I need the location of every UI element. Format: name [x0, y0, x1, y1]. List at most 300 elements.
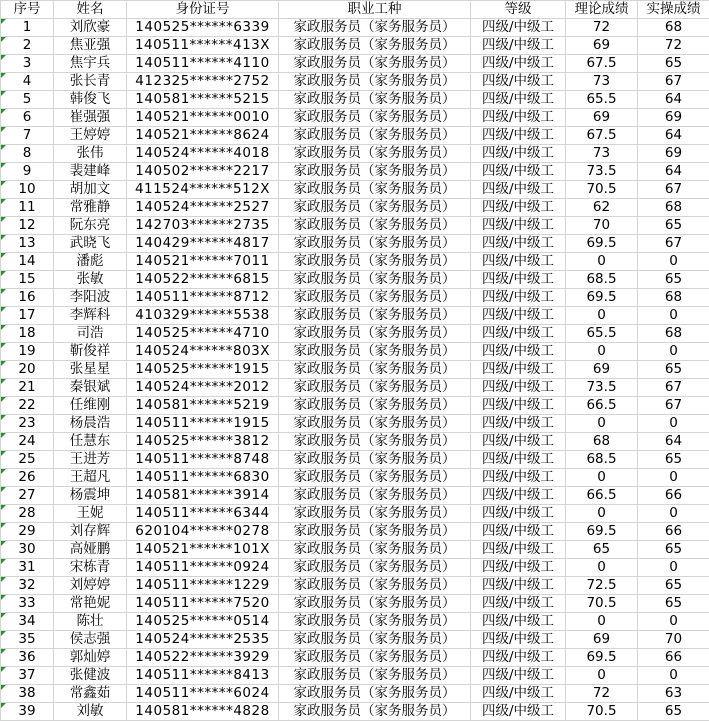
cell[interactable]: 家政服务员（家务服务员） [279, 55, 471, 73]
cell[interactable]: 四级/中级工 [471, 667, 566, 685]
cell[interactable]: 家政服务员（家务服务员） [279, 217, 471, 235]
cell[interactable]: 四级/中级工 [471, 631, 566, 649]
cell[interactable]: 140521******0010 [127, 109, 279, 127]
cell[interactable]: 8 [1, 145, 54, 163]
cell[interactable]: 四级/中级工 [471, 361, 566, 379]
cell[interactable]: 4 [1, 73, 54, 91]
cell[interactable]: 0 [566, 415, 638, 433]
cell[interactable]: 36 [1, 649, 54, 667]
cell[interactable]: 140511******0924 [127, 559, 279, 577]
table-body [1, 19, 709, 721]
cell[interactable]: 69.5 [566, 649, 638, 667]
cell[interactable]: 家政服务员（家务服务员） [279, 37, 471, 55]
cell[interactable]: 26 [1, 469, 54, 487]
cell[interactable]: 69 [638, 109, 709, 127]
cell[interactable]: 焦宇兵 [54, 55, 127, 73]
cell[interactable]: 任维刚 [54, 397, 127, 415]
cell[interactable]: 66 [638, 523, 709, 541]
cell[interactable]: 0 [638, 667, 709, 685]
cell[interactable]: 0 [638, 559, 709, 577]
cell[interactable]: 70.5 [566, 703, 638, 721]
cell[interactable]: 家政服务员（家务服务员） [279, 145, 471, 163]
cell[interactable]: 620104******0278 [127, 523, 279, 541]
cell[interactable]: 140525******3812 [127, 433, 279, 451]
cell[interactable]: 140511******7520 [127, 595, 279, 613]
cell[interactable]: 家政服务员（家务服务员） [279, 649, 471, 667]
cell[interactable]: 家政服务员（家务服务员） [279, 253, 471, 271]
cell[interactable]: 64 [638, 433, 709, 451]
column-header-1[interactable]: 姓名 [54, 1, 127, 19]
cell[interactable]: 65 [638, 361, 709, 379]
cell[interactable]: 四级/中级工 [471, 199, 566, 217]
cell[interactable]: 68 [638, 289, 709, 307]
cell[interactable]: 140521******8624 [127, 127, 279, 145]
cell[interactable]: 140522******3929 [127, 649, 279, 667]
table-row [1, 271, 709, 289]
cell[interactable]: 家政服务员（家务服务员） [279, 685, 471, 703]
cell[interactable]: 四级/中级工 [471, 469, 566, 487]
cell[interactable]: 家政服务员（家务服务员） [279, 91, 471, 109]
cell[interactable]: 常雅静 [54, 199, 127, 217]
cell[interactable]: 67 [638, 235, 709, 253]
cell[interactable]: 0 [638, 505, 709, 523]
cell[interactable]: 家政服务员（家务服务员） [279, 595, 471, 613]
cell[interactable]: 家政服务员（家务服务员） [279, 613, 471, 631]
cell[interactable]: 家政服务员（家务服务员） [279, 343, 471, 361]
error-indicator-icon [1, 379, 6, 384]
cell[interactable]: 140581******3914 [127, 487, 279, 505]
cell[interactable]: 24 [1, 433, 54, 451]
cell[interactable]: 韩俊飞 [54, 91, 127, 109]
cell[interactable]: 140525******1915 [127, 361, 279, 379]
cell[interactable]: 胡加文 [54, 181, 127, 199]
cell[interactable]: 张长青 [54, 73, 127, 91]
error-indicator-icon [1, 487, 6, 492]
cell[interactable]: 140524******2535 [127, 631, 279, 649]
cell[interactable]: 家政服务员（家务服务员） [279, 505, 471, 523]
cell[interactable]: 20 [1, 361, 54, 379]
cell[interactable]: 家政服务员（家务服务员） [279, 397, 471, 415]
cell[interactable]: 66 [638, 487, 709, 505]
cell[interactable]: 王婷婷 [54, 127, 127, 145]
cell[interactable]: 70.5 [566, 181, 638, 199]
column-header-2[interactable]: 身份证号 [127, 1, 279, 19]
cell[interactable]: 0 [566, 253, 638, 271]
cell[interactable]: 140502******2217 [127, 163, 279, 181]
cell[interactable]: 秦银斌 [54, 379, 127, 397]
cell[interactable]: 四级/中级工 [471, 217, 566, 235]
cell[interactable]: 四级/中级工 [471, 613, 566, 631]
error-indicator-icon [1, 649, 6, 654]
cell[interactable]: 64 [638, 127, 709, 145]
cell[interactable]: 家政服务员（家务服务员） [279, 163, 471, 181]
cell[interactable]: 6 [1, 109, 54, 127]
cell[interactable]: 65 [638, 271, 709, 289]
cell[interactable]: 刘婷婷 [54, 577, 127, 595]
cell[interactable]: 四级/中级工 [471, 397, 566, 415]
cell[interactable]: 焦亚强 [54, 37, 127, 55]
cell[interactable]: 68 [638, 325, 709, 343]
cell[interactable]: 四级/中级工 [471, 703, 566, 721]
cell[interactable]: 家政服务员（家务服务员） [279, 109, 471, 127]
cell[interactable]: 0 [638, 613, 709, 631]
cell[interactable]: 22 [1, 397, 54, 415]
table-row [1, 649, 709, 667]
cell[interactable]: 29 [1, 523, 54, 541]
cell[interactable]: 140511******6344 [127, 505, 279, 523]
column-header-0[interactable]: 序号 [1, 1, 54, 19]
cell[interactable]: 四级/中级工 [471, 109, 566, 127]
cell[interactable]: 四级/中级工 [471, 559, 566, 577]
cell[interactable]: 69.5 [566, 523, 638, 541]
cell[interactable]: 四级/中级工 [471, 595, 566, 613]
cell[interactable]: 0 [566, 559, 638, 577]
cell[interactable]: 四级/中级工 [471, 433, 566, 451]
cell[interactable]: 四级/中级工 [471, 91, 566, 109]
cell[interactable]: 67 [638, 379, 709, 397]
cell[interactable]: 140511******4110 [127, 55, 279, 73]
cell[interactable]: 家政服务员（家务服务员） [279, 181, 471, 199]
cell[interactable]: 四级/中级工 [471, 163, 566, 181]
cell[interactable]: 0 [638, 469, 709, 487]
column-header-6[interactable]: 实操成绩 [638, 1, 709, 19]
error-indicator-icon [1, 415, 6, 420]
cell[interactable]: 142703******2735 [127, 217, 279, 235]
cell[interactable]: 四级/中级工 [471, 307, 566, 325]
cell[interactable]: 69 [566, 109, 638, 127]
error-indicator-icon [1, 37, 6, 42]
cell[interactable]: 140525******0514 [127, 613, 279, 631]
cell[interactable]: 3 [1, 55, 54, 73]
cell[interactable]: 12 [1, 217, 54, 235]
cell[interactable]: 王妮 [54, 505, 127, 523]
cell[interactable]: 65.5 [566, 91, 638, 109]
cell[interactable]: 32 [1, 577, 54, 595]
cell[interactable]: 27 [1, 487, 54, 505]
cell[interactable]: 64 [638, 163, 709, 181]
cell[interactable]: 四级/中级工 [471, 505, 566, 523]
cell[interactable]: 侯志强 [54, 631, 127, 649]
cell[interactable]: 140581******4828 [127, 703, 279, 721]
cell[interactable]: 0 [566, 343, 638, 361]
cell[interactable]: 9 [1, 163, 54, 181]
cell[interactable]: 37 [1, 667, 54, 685]
cell[interactable]: 72.5 [566, 577, 638, 595]
cell[interactable]: 140525******6339 [127, 19, 279, 37]
cell[interactable]: 69 [566, 361, 638, 379]
cell[interactable]: 0 [638, 415, 709, 433]
table-row [1, 595, 709, 613]
cell[interactable]: 140581******5219 [127, 397, 279, 415]
cell[interactable]: 司浩 [54, 325, 127, 343]
cell[interactable]: 140524******803X [127, 343, 279, 361]
cell[interactable]: 常鑫茹 [54, 685, 127, 703]
cell[interactable]: 家政服务员（家务服务员） [279, 199, 471, 217]
cell[interactable]: 李阳波 [54, 289, 127, 307]
cell[interactable]: 四级/中级工 [471, 253, 566, 271]
cell[interactable]: 69.5 [566, 235, 638, 253]
cell[interactable]: 张健波 [54, 667, 127, 685]
table-row [1, 415, 709, 433]
cell[interactable]: 家政服务员（家务服务员） [279, 451, 471, 469]
cell[interactable]: 四级/中级工 [471, 181, 566, 199]
cell[interactable]: 四级/中级工 [471, 55, 566, 73]
error-indicator-icon [1, 667, 6, 672]
cell[interactable]: 家政服务员（家务服务员） [279, 289, 471, 307]
cell[interactable]: 69.5 [566, 289, 638, 307]
cell[interactable]: 杨震坤 [54, 487, 127, 505]
cell[interactable]: 家政服务员（家务服务员） [279, 703, 471, 721]
cell[interactable]: 28 [1, 505, 54, 523]
cell[interactable]: 四级/中级工 [471, 37, 566, 55]
cell[interactable]: 家政服务员（家务服务员） [279, 541, 471, 559]
cell[interactable]: 65 [638, 217, 709, 235]
cell[interactable]: 家政服务员（家务服务员） [279, 379, 471, 397]
cell[interactable]: 家政服务员（家务服务员） [279, 307, 471, 325]
cell[interactable]: 39 [1, 703, 54, 721]
cell[interactable]: 四级/中级工 [471, 325, 566, 343]
cell[interactable]: 69 [566, 37, 638, 55]
cell[interactable]: 1 [1, 19, 54, 37]
cell[interactable]: 家政服务员（家务服务员） [279, 235, 471, 253]
cell[interactable]: 66.5 [566, 487, 638, 505]
table-row [1, 253, 709, 271]
cell[interactable]: 23 [1, 415, 54, 433]
cell[interactable]: 65 [638, 55, 709, 73]
cell[interactable]: 家政服务员（家务服务员） [279, 127, 471, 145]
cell[interactable]: 四级/中级工 [471, 235, 566, 253]
cell[interactable]: 四级/中级工 [471, 541, 566, 559]
cell[interactable]: 郭灿婷 [54, 649, 127, 667]
cell[interactable]: 刘存辉 [54, 523, 127, 541]
cell[interactable]: 宋栋青 [54, 559, 127, 577]
cell[interactable]: 67 [638, 73, 709, 91]
cell[interactable]: 10 [1, 181, 54, 199]
cell[interactable]: 常艳妮 [54, 595, 127, 613]
cell[interactable]: 15 [1, 271, 54, 289]
cell[interactable]: 张星星 [54, 361, 127, 379]
cell[interactable]: 140511******413X [127, 37, 279, 55]
cell[interactable]: 35 [1, 631, 54, 649]
cell[interactable]: 四级/中级工 [471, 271, 566, 289]
cell[interactable]: 72 [566, 19, 638, 37]
cell[interactable]: 69 [566, 631, 638, 649]
cell[interactable]: 65 [638, 577, 709, 595]
error-indicator-icon [1, 541, 6, 546]
cell[interactable]: 140522******6815 [127, 271, 279, 289]
cell[interactable]: 王超凡 [54, 469, 127, 487]
cell[interactable]: 家政服务员（家务服务员） [279, 469, 471, 487]
cell[interactable]: 140511******8748 [127, 451, 279, 469]
cell[interactable]: 67 [638, 181, 709, 199]
cell[interactable]: 四级/中级工 [471, 127, 566, 145]
cell[interactable]: 34 [1, 613, 54, 631]
cell[interactable]: 李辉科 [54, 307, 127, 325]
error-indicator-icon [1, 73, 6, 78]
cell[interactable]: 7 [1, 127, 54, 145]
table-row [1, 703, 709, 721]
cell[interactable]: 靳俊祥 [54, 343, 127, 361]
cell[interactable]: 25 [1, 451, 54, 469]
cell[interactable]: 刘欣豪 [54, 19, 127, 37]
cell[interactable]: 67.5 [566, 55, 638, 73]
cell[interactable]: 16 [1, 289, 54, 307]
cell[interactable]: 73.5 [566, 379, 638, 397]
cell[interactable]: 家政服务员（家务服务员） [279, 577, 471, 595]
cell[interactable]: 13 [1, 235, 54, 253]
table-row [1, 487, 709, 505]
cell[interactable]: 70.5 [566, 595, 638, 613]
cell[interactable]: 刘敏 [54, 703, 127, 721]
cell[interactable]: 68 [566, 433, 638, 451]
cell[interactable]: 140525******4710 [127, 325, 279, 343]
cell[interactable]: 四级/中级工 [471, 379, 566, 397]
cell[interactable]: 家政服务员（家务服务员） [279, 271, 471, 289]
cell[interactable]: 2 [1, 37, 54, 55]
cell[interactable]: 65 [638, 595, 709, 613]
cell[interactable]: 14 [1, 253, 54, 271]
cell[interactable]: 家政服务员（家务服务员） [279, 19, 471, 37]
cell[interactable]: 家政服务员（家务服务员） [279, 433, 471, 451]
cell[interactable]: 140521******101X [127, 541, 279, 559]
cell[interactable]: 68.5 [566, 271, 638, 289]
cell[interactable]: 张伟 [54, 145, 127, 163]
cell[interactable]: 69 [638, 145, 709, 163]
cell[interactable]: 38 [1, 685, 54, 703]
cell[interactable]: 四级/中级工 [471, 487, 566, 505]
cell[interactable]: 64 [638, 91, 709, 109]
cell[interactable]: 31 [1, 559, 54, 577]
column-header-3[interactable]: 职业工种 [279, 1, 471, 19]
cell[interactable]: 四级/中级工 [471, 289, 566, 307]
cell[interactable]: 19 [1, 343, 54, 361]
cell[interactable]: 0 [638, 253, 709, 271]
cell[interactable]: 张敏 [54, 271, 127, 289]
cell[interactable]: 0 [638, 343, 709, 361]
cell[interactable]: 17 [1, 307, 54, 325]
cell[interactable]: 65 [638, 451, 709, 469]
cell[interactable]: 家政服务员（家务服务员） [279, 487, 471, 505]
cell[interactable]: 四级/中级工 [471, 19, 566, 37]
cell[interactable]: 四级/中级工 [471, 451, 566, 469]
cell[interactable]: 72 [638, 37, 709, 55]
cell[interactable]: 70 [638, 631, 709, 649]
cell[interactable]: 65 [566, 541, 638, 559]
cell[interactable]: 65 [638, 541, 709, 559]
cell[interactable]: 140511******8712 [127, 289, 279, 307]
cell[interactable]: 四级/中级工 [471, 343, 566, 361]
cell[interactable]: 66.5 [566, 397, 638, 415]
cell[interactable]: 家政服务员（家务服务员） [279, 523, 471, 541]
cell[interactable]: 任慧东 [54, 433, 127, 451]
error-indicator-icon [1, 631, 6, 636]
cell[interactable]: 家政服务员（家务服务员） [279, 73, 471, 91]
cell[interactable]: 33 [1, 595, 54, 613]
cell[interactable]: 68 [638, 199, 709, 217]
cell[interactable]: 411524******512X [127, 181, 279, 199]
cell[interactable]: 140511******1915 [127, 415, 279, 433]
cell[interactable]: 11 [1, 199, 54, 217]
cell[interactable]: 73.5 [566, 163, 638, 181]
cell[interactable]: 62 [566, 199, 638, 217]
cell[interactable]: 0 [566, 469, 638, 487]
cell[interactable]: 140511******8413 [127, 667, 279, 685]
cell[interactable]: 裴建峰 [54, 163, 127, 181]
cell[interactable]: 66 [638, 649, 709, 667]
cell[interactable]: 73 [566, 145, 638, 163]
cell[interactable]: 四级/中级工 [471, 73, 566, 91]
cell[interactable]: 140521******7011 [127, 253, 279, 271]
cell[interactable]: 四级/中级工 [471, 145, 566, 163]
cell[interactable]: 68.5 [566, 451, 638, 469]
cell[interactable]: 0 [566, 667, 638, 685]
cell[interactable]: 阮东亮 [54, 217, 127, 235]
cell[interactable]: 四级/中级工 [471, 577, 566, 595]
cell[interactable]: 0 [566, 505, 638, 523]
header-row [1, 1, 709, 19]
cell[interactable]: 潘彪 [54, 253, 127, 271]
cell[interactable]: 68 [638, 19, 709, 37]
cell[interactable]: 140511******6830 [127, 469, 279, 487]
table-row [1, 325, 709, 343]
cell[interactable]: 家政服务员（家务服务员） [279, 631, 471, 649]
cell[interactable]: 四级/中级工 [471, 685, 566, 703]
cell[interactable]: 四级/中级工 [471, 415, 566, 433]
cell[interactable]: 140429******4817 [127, 235, 279, 253]
cell[interactable]: 家政服务员（家务服务员） [279, 325, 471, 343]
cell[interactable]: 65.5 [566, 325, 638, 343]
cell[interactable]: 70 [566, 217, 638, 235]
cell[interactable]: 140524******2527 [127, 199, 279, 217]
cell[interactable]: 四级/中级工 [471, 523, 566, 541]
cell[interactable]: 412325******2752 [127, 73, 279, 91]
cell[interactable]: 四级/中级工 [471, 649, 566, 667]
cell[interactable]: 140524******4018 [127, 145, 279, 163]
cell[interactable]: 21 [1, 379, 54, 397]
cell[interactable]: 陈壮 [54, 613, 127, 631]
cell[interactable]: 140511******6024 [127, 685, 279, 703]
cell[interactable]: 72 [566, 685, 638, 703]
cell[interactable]: 武晓飞 [54, 235, 127, 253]
cell[interactable]: 410329******5538 [127, 307, 279, 325]
cell[interactable]: 73 [566, 73, 638, 91]
cell[interactable]: 67 [638, 397, 709, 415]
cell[interactable]: 0 [566, 307, 638, 325]
cell[interactable]: 63 [638, 685, 709, 703]
cell[interactable]: 家政服务员（家务服务员） [279, 559, 471, 577]
cell[interactable]: 30 [1, 541, 54, 559]
cell[interactable]: 140524******2012 [127, 379, 279, 397]
cell[interactable]: 0 [638, 307, 709, 325]
cell[interactable]: 18 [1, 325, 54, 343]
error-indicator-icon [1, 523, 6, 528]
cell[interactable]: 杨晨浩 [54, 415, 127, 433]
cell[interactable]: 家政服务员（家务服务员） [279, 361, 471, 379]
cell[interactable]: 家政服务员（家务服务员） [279, 415, 471, 433]
cell[interactable]: 67.5 [566, 127, 638, 145]
cell[interactable]: 崔强强 [54, 109, 127, 127]
cell[interactable]: 家政服务员（家务服务员） [279, 667, 471, 685]
column-header-4[interactable]: 等级 [471, 1, 566, 19]
cell[interactable]: 65 [638, 703, 709, 721]
cell[interactable]: 140581******5215 [127, 91, 279, 109]
cell[interactable]: 140511******1229 [127, 577, 279, 595]
column-header-5[interactable]: 理论成绩 [566, 1, 638, 19]
cell[interactable]: 5 [1, 91, 54, 109]
cell[interactable]: 高娅鹏 [54, 541, 127, 559]
cell[interactable]: 0 [566, 613, 638, 631]
cell[interactable]: 王进芳 [54, 451, 127, 469]
